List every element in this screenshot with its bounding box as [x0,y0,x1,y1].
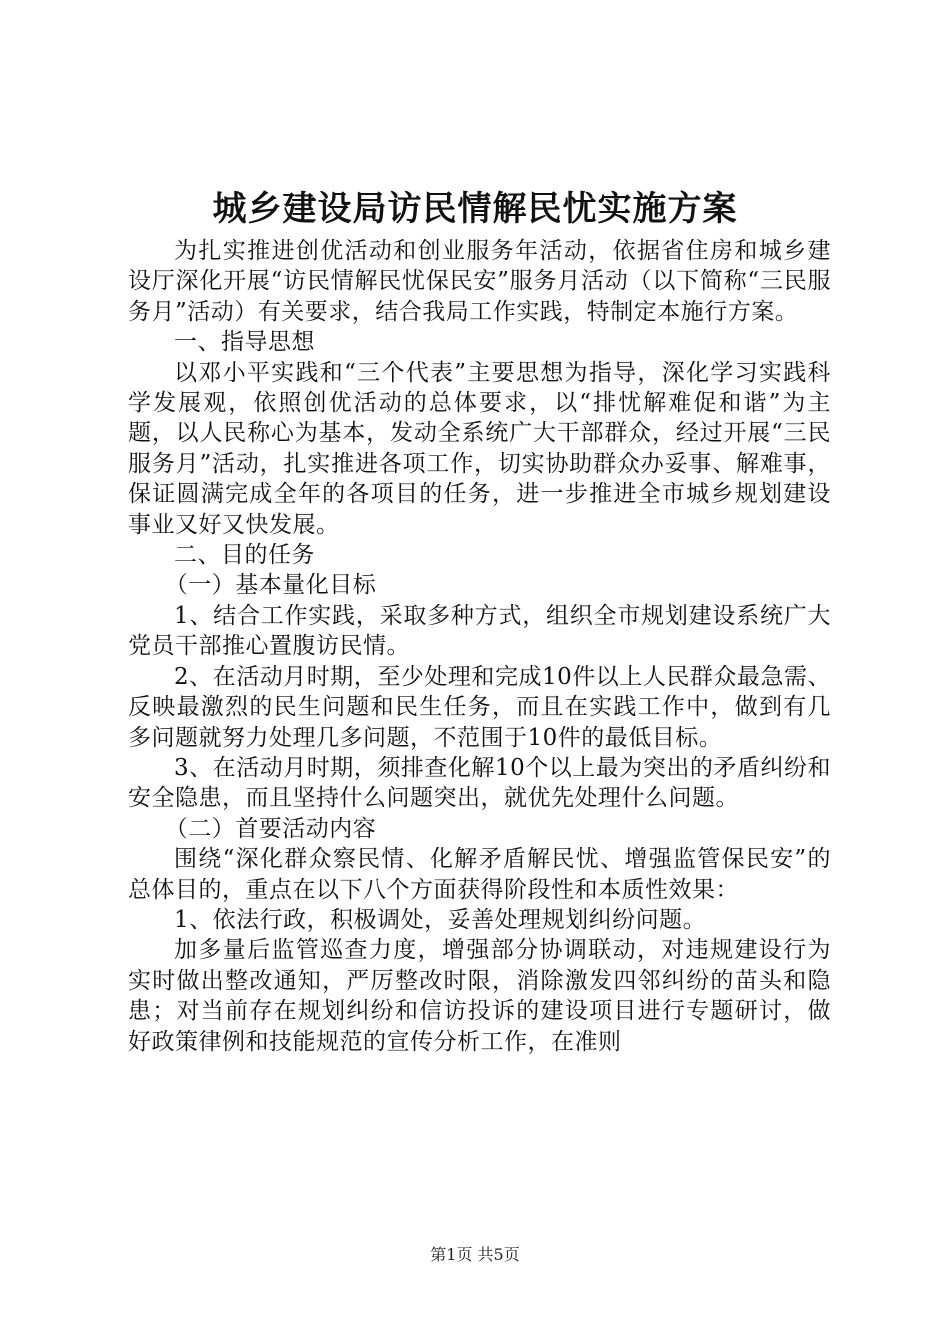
activity-item-1-paragraph: 加多量后监管巡查力度，增强部分协调联动，对违规建设行为实时做出整改通知，严厉整改时限，消除激发四邻纠纷的苗头和隐患；对当前存在规划纠纷和信访投诉的建设项目进行专题研讨，做好政策律例和技能规范的宣传分析工作，在准则 [128,937,831,1055]
activity-item-1-heading: 1、依法行政，积极调处，妥善处理规划纠纷问题。 [174,906,707,933]
document-body [128,236,831,1057]
document-title: 城乡建设局访民情解民忧实施方案 [212,189,738,229]
goal-item-2: 2、在活动月时期，至少处理和完成10件以上人民群众最急需、反映最激烈的民生问题和民生任务，而且在实践工作中，做到有几多问题就努力处理几多问题，不范围于10件的最低目标。 [128,663,831,751]
guiding-ideology-paragraph: 以邓小平实践和“三个代表”主要思想为指导，深化学习实践科学发展观，依照创优活动的总体要求，以“排忧解难促和谐”为主题，以人民称心为基本，发动全系统广大干部群众，经过开展“三民服务月”活动，扎实推进各项工作，切实协助群众办妥事、解难事，保证圆满完成全年的各项目的任务，进一步推进全市城乡规划建设事业又好又快发展。 [128,359,831,538]
goal-item-3: 3、在活动月时期，须排查化解10个以上最为突出的矛盾纠纷和安全隐患，而且坚持什么问题突出，就优先处理什么问题。 [128,754,831,812]
page-number-footer: 第1页 共5页 [430,1245,520,1264]
main-activities-paragraph: 围绕“深化群众察民情、化解矛盾解民忧、增强监管保民安”的总体目的，重点在以下八个方面获得阶段性和本质性效果： [128,846,831,903]
subsection-heading-quantified-goals: （一）基本量化目标 [164,572,377,599]
section-heading-guiding-ideology: 一、指导思想 [174,329,315,356]
subsection-heading-main-activities: （二）首要活动内容 [164,815,377,842]
intro-paragraph: 为扎实推进创优活动和创业服务年活动，依据省住房和城乡建设厅深化开展“访民情解民忧保民安”服务月活动（以下简称“三民服务月”活动）有关要求，结合我局工作实践，特制定本施行方案。 [128,238,831,325]
section-heading-objectives: 二、目的任务 [174,542,315,569]
goal-item-1: 1、结合工作实践，采取多种方式，组织全市规划建设系统广大党员干部推心置腹访民情。 [128,602,831,660]
